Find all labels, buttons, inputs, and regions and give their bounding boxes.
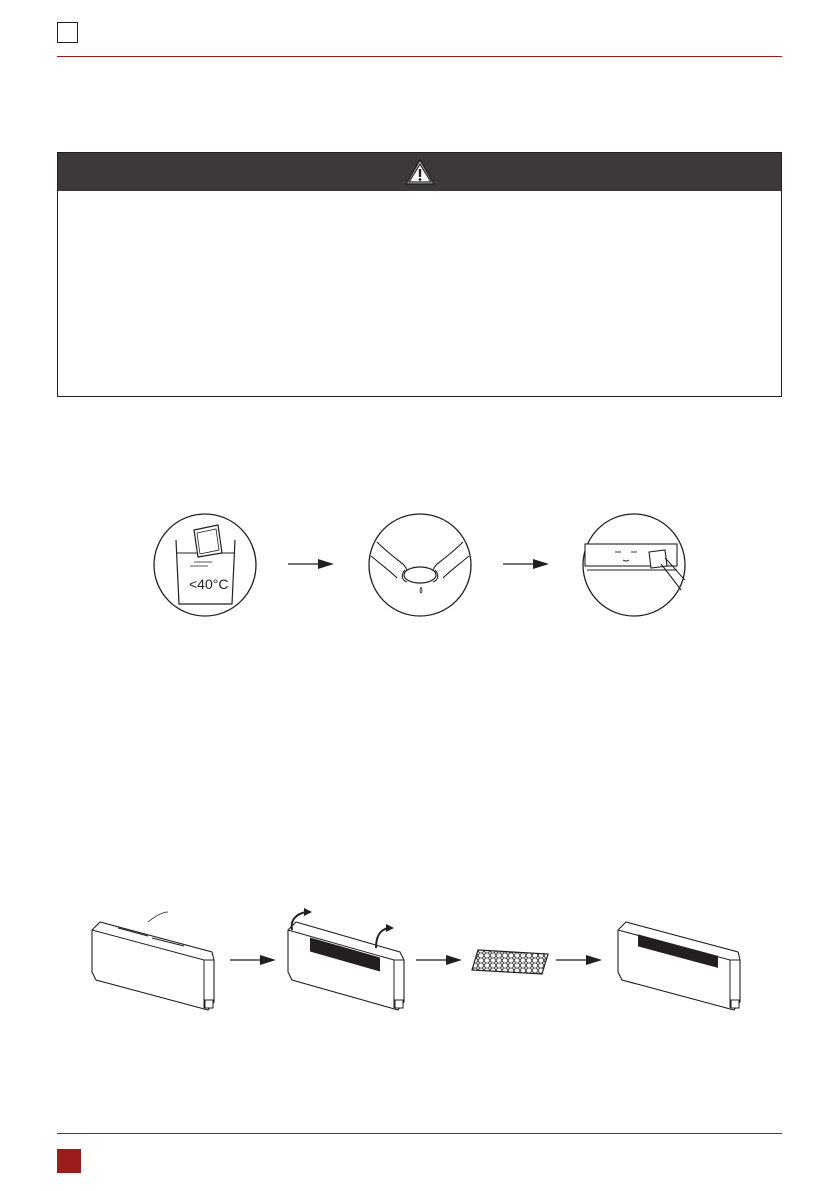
step-arrow-4 — [416, 953, 464, 967]
indoor-unit-open-panel-illustration — [284, 908, 410, 1014]
page-marker — [57, 1149, 81, 1173]
step-arrow-3 — [230, 953, 278, 967]
step-arrow-1 — [288, 557, 336, 571]
warning-box — [57, 152, 782, 397]
indoor-unit-closed-illustration — [88, 912, 220, 1014]
warning-text — [58, 191, 781, 219]
air-filter-mesh-illustration — [472, 948, 550, 976]
temperature-label: <40°C — [189, 576, 229, 592]
warning-triangle-icon — [404, 158, 436, 186]
indoor-unit-filter-reinstalled-illustration — [614, 912, 746, 1014]
step-arrow-2 — [503, 557, 551, 571]
footer-rule — [57, 1133, 782, 1134]
wring-filter-illustration — [367, 512, 473, 618]
wipe-unit-illustration — [581, 512, 687, 618]
wash-in-water-illustration — [152, 512, 258, 618]
step-arrow-5 — [556, 953, 604, 967]
header-rule — [57, 56, 782, 57]
warning-header-bar — [58, 153, 781, 191]
language-box — [57, 22, 78, 43]
